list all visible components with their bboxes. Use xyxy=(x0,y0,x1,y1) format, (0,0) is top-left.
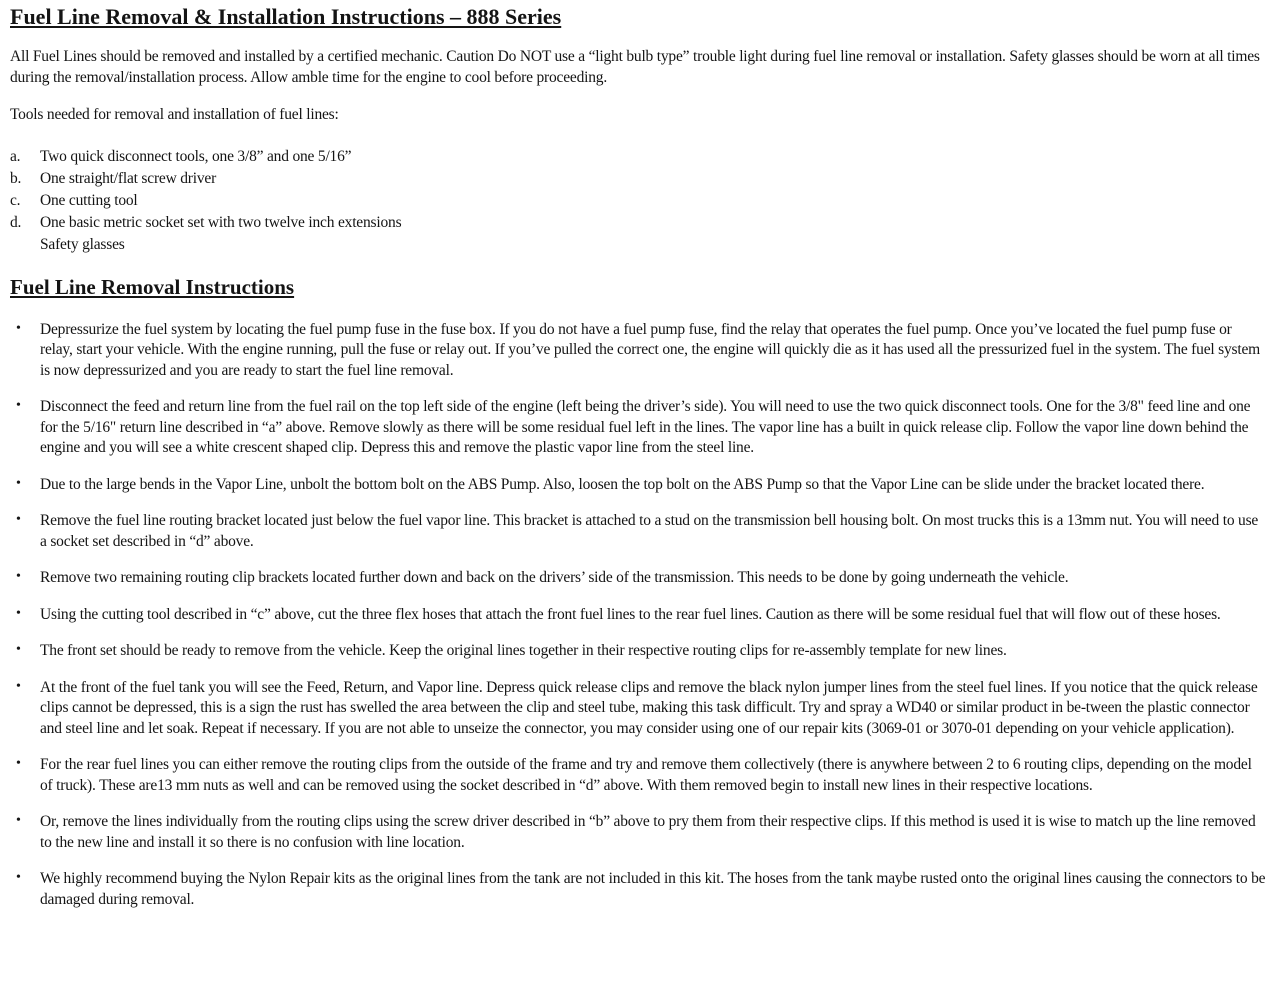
tool-text-d: One basic metric socket set with two twelve inch extensions xyxy=(40,213,402,231)
tool-text-b: One straight/flat screw driver xyxy=(40,169,217,187)
step-item xyxy=(10,869,1266,910)
tool-item-d-continuation: Safety glasses xyxy=(40,235,125,253)
page-title: Fuel Line Removal & Installation Instructions – 888 Series xyxy=(10,4,562,29)
bullet-icon: • xyxy=(16,398,21,413)
tools-intro: Tools needed for removal and installation of fuel lines: xyxy=(10,106,339,123)
step-text: Using the cutting tool described in “c” above, cut the three flex hoses that attach the front fuel lines to the rear fuel lines. Caution as there will be some residual fuel that will flow out of these hoses. xyxy=(40,605,1221,623)
tool-letter-a: a. xyxy=(10,147,21,165)
step-item xyxy=(10,320,1266,382)
bullet-icon: • xyxy=(16,569,21,584)
tools-list xyxy=(10,146,1266,256)
step-item xyxy=(10,397,1266,459)
step-text: At the front of the fuel tank you will see the Feed, Return, and Vapor line. Depress quick release clips and remove the black nylon jumper lines from the steel fuel lines. If you notice that the quick release clips cannot be depressed, this is a sign the rust has swelled the area between the clip and steel tube, making this task difficult. Try and spray a WD40 or similar product in be-tween the plastic connector and steel line and let soak. Repeat if necessary. If you are not able to unseize the connector, you may consider using one of our repair kits (3069-01 or 3070-01 depending on your vehicle application). xyxy=(40,678,1258,737)
step-item xyxy=(10,755,1266,796)
tool-item-b xyxy=(10,168,1266,190)
step-text: Remove the fuel line routing bracket located just below the fuel vapor line. This bracket is attached to a stud on the transmission bell housing bolt. On most trucks this is a 13mm nut. You will need to use a socket set described in “d” above. xyxy=(40,512,1259,550)
step-item xyxy=(10,812,1266,853)
steps-list xyxy=(10,320,1266,911)
tool-letter-c: c. xyxy=(10,191,21,209)
bullet-icon: • xyxy=(16,475,21,491)
bullet-icon: • xyxy=(16,678,21,694)
bullet-icon: • xyxy=(16,320,21,336)
bullet-icon: • xyxy=(16,813,21,828)
bullet-icon: • xyxy=(16,642,21,657)
bullet-icon: • xyxy=(16,870,21,885)
step-text: Due to the large bends in the Vapor Line, unbolt the bottom bolt on the ABS Pump. Also, loosen the top bolt on the ABS Pump so that the Vapor Line can be slide under the bracket located there. xyxy=(40,475,1205,493)
bullet-icon: • xyxy=(16,512,21,527)
step-item xyxy=(10,641,1266,662)
step-text: Remove two remaining routing clip brackets located further down and back on the drivers’ side of the transmission. This needs to be done by going underneath the vehicle. xyxy=(40,569,1069,586)
step-item xyxy=(10,568,1266,589)
step-text: Disconnect the feed and return line from the fuel rail on the top left side of the engine (left being the driver’s side). You will need to use the two quick disconnect tools. One for the 3/8" feed line and one for the 5/16" return line described in “a” above. Remove slowly as there will be some residual fuel left in the lines. The vapor line has a built in quick release clip. Follow the vapor line down behind the engine and you will see a white crescent shaped clip. Depress this and remove the plastic vapor line from the steel line. xyxy=(40,398,1251,456)
bullet-icon: • xyxy=(16,605,21,621)
tool-item-a xyxy=(10,146,1266,168)
step-item xyxy=(10,678,1266,740)
step-item xyxy=(10,475,1266,496)
tool-text-c: One cutting tool xyxy=(40,191,138,209)
tool-text-a: Two quick disconnect tools, one 3/8” and one 5/16” xyxy=(40,147,352,165)
step-text: Depressurize the fuel system by locating the fuel pump fuse in the fuse box. If you do not have a fuel pump fuse, find the relay that operates the fuel pump. Once you’ve located the fuel pump fuse or relay, start your vehicle. With the engine running, pull the fuse or relay out. If you’ve pulled the correct one, the engine will quickly die as it has used all the pressurized fuel in the system. The fuel system is now depressurized and you are ready to start the fuel line removal. xyxy=(40,320,1261,379)
step-text: The front set should be ready to remove from the vehicle. Keep the original lines together in their respective routing clips for re-assembly template for new lines. xyxy=(40,642,1007,659)
tool-letter-d: d. xyxy=(10,213,22,231)
tool-letter-b: b. xyxy=(10,169,22,187)
step-item xyxy=(10,605,1266,626)
step-text: We highly recommend buying the Nylon Repair kits as the original lines from the tank are not included in this kit. The hoses from the tank maybe rusted onto the original lines causing the connectors to be damaged during removal. xyxy=(40,870,1266,908)
tool-item-c xyxy=(10,190,1266,212)
section-heading: Fuel Line Removal Instructions xyxy=(10,274,295,299)
bullet-icon: • xyxy=(16,756,21,771)
tool-item-d xyxy=(10,212,1266,256)
step-text: For the rear fuel lines you can either remove the routing clips from the outside of the frame and try and remove them collectively (there is anywhere between 2 to 6 routing clips, depending on the model of truck). These are13 mm nuts as well and can be removed using the socket described in “d” above. With them removed begin to install new lines in their respective locations. xyxy=(40,756,1252,794)
step-item xyxy=(10,511,1266,552)
intro-paragraph: All Fuel Lines should be removed and installed by a certified mechanic. Caution Do NOT use a “light bulb type” trouble light during fuel line removal or installation. Safety glasses should be worn at all times during the removal/installation process. Allow amble time for the engine to cool before proceeding. xyxy=(10,48,1260,86)
step-text: Or, remove the lines individually from the routing clips using the screw driver described in “b” above to pry them from their respective clips. If this method is used it is wise to match up the line removed to the new line and install it so there is no confusion with line location. xyxy=(40,813,1256,851)
